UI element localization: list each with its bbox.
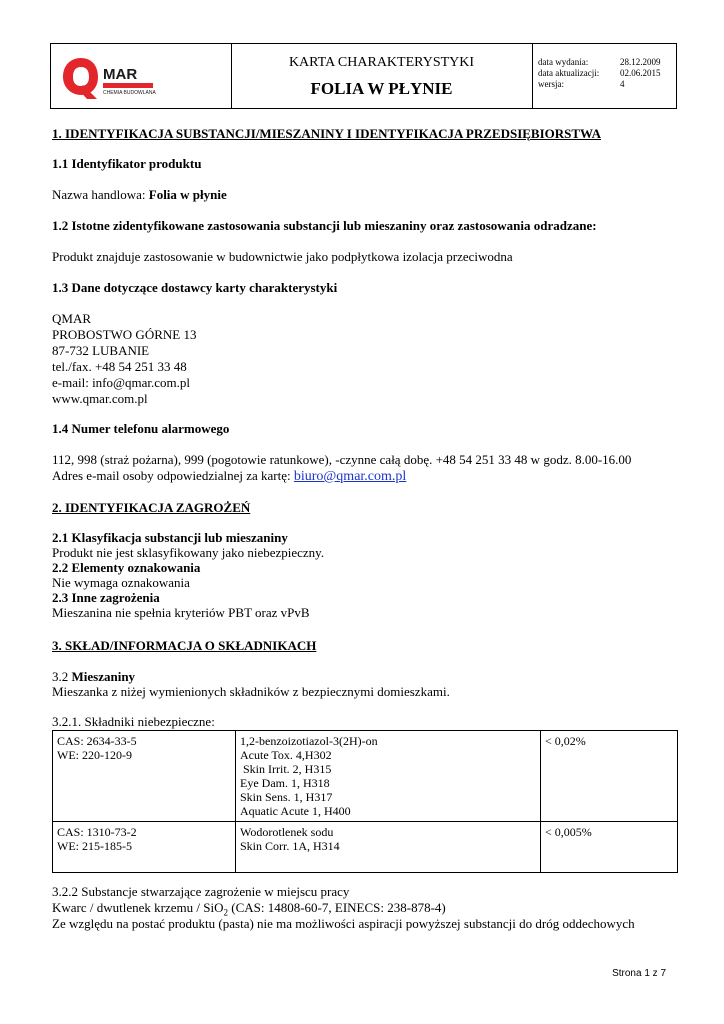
section-2-body: 2.1 Klasyfikacja substancji lub mieszaniny Produkt nie jest sklasyfikowany jako niebezpieczny. 2.2 Elementy oznakowania Nie wymaga oznakowania 2.3 Inne zagrożenia Mieszanina nie spełnia kryteriów PBT oraz vPvB (52, 530, 325, 620)
svg-text:CHEMIA BUDOWLANA: CHEMIA BUDOWLANA (103, 90, 156, 96)
section-3-title: 3. SKŁAD/INFORMACJA O SKŁADNIKACH (52, 638, 317, 653)
heading-1-3: 1.3 Dane dotyczące dostawcy karty charakterystyki (52, 280, 338, 295)
trade-name: Nazwa handlowa: Folia w płynie (52, 187, 227, 202)
svg-text:MAR: MAR (103, 66, 138, 83)
document-type: KARTA CHARAKTERYSTYKI (288, 55, 475, 70)
emergency-phones: 112, 998 (straż pożarna), 999 (pogotowie ratunkowe), -czynne całą dobę. +48 54 251 33 48 w godz. 8.00-16.00 (52, 452, 632, 467)
component-concentration: < 0,005% (541, 822, 678, 873)
product-use: Produkt znajduje zastosowanie w budownictwie jako podpłytkowa izolacja przeciwodna (52, 249, 513, 264)
contact-email-line: Adres e-mail osoby odpowiedzialnej za kartę: biuro@qmar.com.pl (52, 468, 407, 484)
mixture-desc: Mieszanka z niżej wymienionych składników z bezpiecznymi domieszkami. (52, 684, 450, 699)
component-classification: Wodorotlenek sodu Skin Corr. 1A, H314 (236, 822, 541, 873)
meta-values: 28.12.2009 02.06.2015 4 (620, 57, 661, 89)
table-row (53, 822, 678, 873)
heading-1-4: 1.4 Numer telefonu alarmowego (52, 421, 230, 436)
meta-labels: data wydania: data aktualizacji: wersja: (538, 57, 600, 89)
product-title: FOLIA W PŁYNIE (310, 79, 453, 98)
heading-3-2-1: 3.2.1. Składniki niebezpieczne: (52, 714, 215, 729)
heading-3-2-2: 3.2.2 Substancje stwarzające zagrożenie w miejscu pracy (52, 884, 350, 899)
contact-email-link[interactable]: biuro@qmar.com.pl (293, 469, 407, 484)
component-ids: CAS: 2634-33-5 WE: 220-120-9 (53, 731, 236, 822)
section-1-title: 1. IDENTYFIKACJA SUBSTANCJI/MIESZANINY I IDENTYFIKACJA PRZEDSIĘBIORSTWA (52, 126, 601, 141)
qmar-logo (57, 52, 157, 100)
component-concentration: < 0,02% (541, 731, 678, 822)
heading-1-1: 1.1 Identyfikator produktu (52, 156, 202, 171)
quartz-line: Kwarc / dwutlenek krzemu / SiO$_2$ (CAS: 14808-60-7, EINECS: 238-878-4) (52, 900, 446, 918)
table-row (53, 731, 678, 822)
heading-3-2: 3.2 Mieszaniny (52, 669, 136, 684)
quartz-note: Ze względu na postać produktu (pasta) nie ma możliwości aspiracji powyższej substancji do dróg oddechowych (52, 916, 635, 931)
heading-1-2: 1.2 Istotne zidentyfikowane zastosowania substancji lub mieszaniny oraz zastosowania odradzane: (52, 218, 597, 233)
component-classification: 1,2-benzoizotiazol-3(2H)-on Acute Tox. 4,H302 Skin Irrit. 2, H315 Eye Dam. 1, H318 Skin Sens. 1, H317 Aquatic Acute 1, H400 (236, 731, 541, 822)
supplier-address: QMAR PROBOSTWO GÓRNE 13 87-732 LUBANIE tel./fax. +48 54 251 33 48 e-mail: info@qmar.com.pl www.qmar.com.pl (52, 311, 197, 406)
document-header (50, 43, 677, 109)
hazardous-components-table (52, 730, 678, 873)
page-number: Strona 1 z 7 (612, 968, 666, 979)
section-2-title: 2. IDENTYFIKACJA ZAGROŻEŃ (52, 500, 251, 515)
component-ids: CAS: 1310-73-2 WE: 215-185-5 (53, 822, 236, 873)
